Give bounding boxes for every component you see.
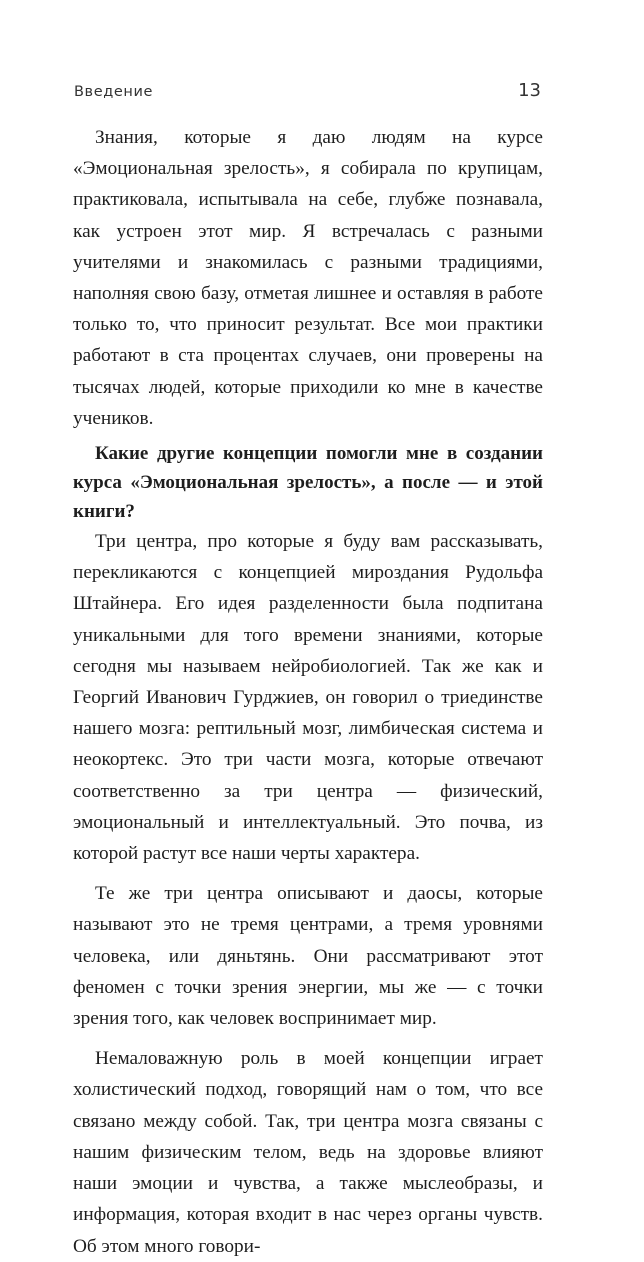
page-number: 13: [518, 80, 541, 101]
paragraph-knowledge: Знания, которые я даю людям на курсе «Эмоциональная зрелость», я собирала по крупицам, практиковала, испытывала на себе, глубже познавала, как устроен этот мир. Я встречалась с разными учителями и знакомилась с разными традициями, наполняя свою базу, отметая лишнее и оставляя в работе только то, что приносит результат. Все мои практики работают в ста процентах случаев, они проверены на тысячах людей, которые приходили ко мне в качестве учеников.: [73, 127, 543, 429]
body-text: [73, 122, 543, 1262]
paragraph-three-centers: Три центра, про которые я буду вам рассказывать, перекликаются с концепцией мироздания Рудольфа Штайнера. Его идея разделенности была подпитана уникальными для того времени знаниями, которые сегодня мы называем нейробиологией. Так же как и Георгий Иванович Гурджиев, он говорил о триединстве нашего мозга: рептильный мозг, лимбическая система и неокортекс. Это три части мозга, которые отвечают соответственно за три центра — физический, эмоциональный и интеллектуальный. Это почва, из которой растут все наши черты характера.: [73, 531, 543, 865]
page-header: [74, 80, 541, 101]
running-title: Введение: [74, 84, 153, 100]
paragraph-holistic: Немаловажную роль в моей концепции играет холистический подход, говорящий нам о том, что все связано между собой. Так, три центра мозга связаны с нашим физическим телом, ведь на здоровье влияют наши эмоции и чувства, а также мыслеобразы, и информация, которая входит в нас через органы чувств. Об этом много говори-: [73, 1048, 543, 1257]
question-heading: Какие другие концепции помогли мне в создании курса «Эмоциональная зрелость», а после — и этой книги?: [73, 443, 543, 523]
paragraph-taoists: Те же три центра описывают и даосы, которые называют это не тремя центрами, а тремя уровнями человека, или дяньтянь. Они рассматривают этот феномен с точки зрения энергии, мы же — с точки зрения того, как человек воспринимает мир.: [73, 883, 543, 1030]
